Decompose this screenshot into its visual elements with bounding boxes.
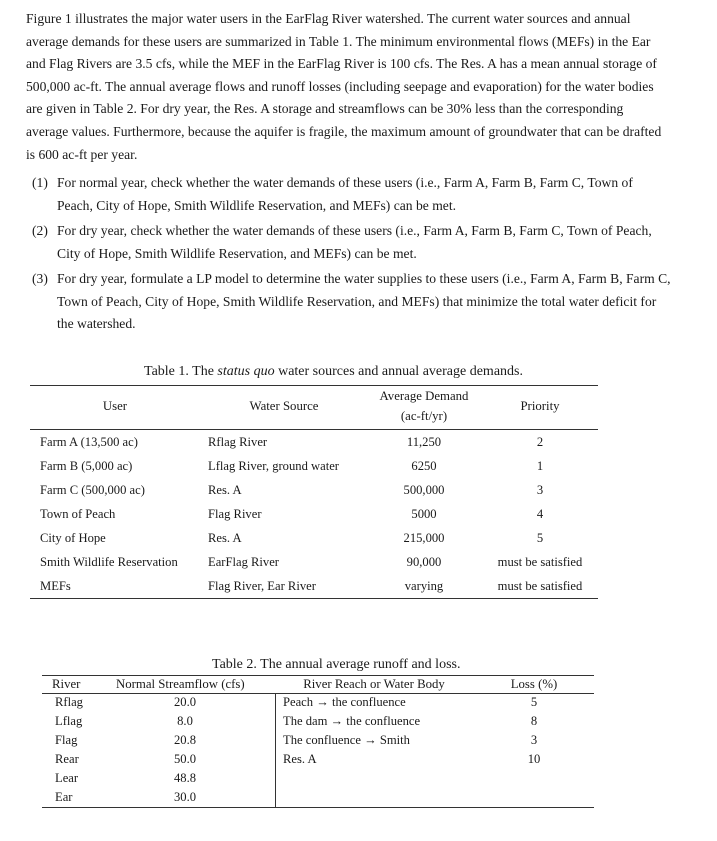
table1-cell-demand: 500,000 <box>403 483 445 497</box>
table1-bottom-rule <box>30 598 598 599</box>
table1-cell-user: Farm C (500,000 ac) <box>40 483 145 497</box>
table1-header-demand: Average Demand <box>379 389 469 403</box>
table1-header-user: User <box>102 399 128 413</box>
table2-cell-loss: 8 <box>530 714 538 728</box>
table1-cell-priority: 5 <box>536 531 544 545</box>
table2-cell-reach: Res. A <box>283 752 317 766</box>
question-number: (1) <box>32 175 48 190</box>
table1-header-priority: Priority <box>520 399 560 413</box>
table2-cell-flow: 20.8 <box>173 733 197 747</box>
table2-cell-river: Lear <box>55 771 79 785</box>
table1-cell-priority: 4 <box>536 507 544 521</box>
table2-cell-river: Lflag <box>55 714 83 728</box>
question-text: For dry year, check whether the water demands of these users (i.e., Farm A, Farm B, Farm C, Town of Peach, City of Hope, Smith Wildlife Reservation, and MEFs) can be met. <box>57 223 652 261</box>
table1-cell-source: Lflag River, ground water <box>208 459 339 473</box>
table2-cell-flow: 8.0 <box>177 714 193 728</box>
table1-cell-demand: varying <box>404 579 444 593</box>
table1-cell-user: Farm A (13,500 ac) <box>40 435 138 449</box>
table2-cell-loss: 5 <box>530 695 538 709</box>
table1-cell-demand: 5000 <box>411 507 437 521</box>
table2-header-reach: River Reach or Water Body <box>303 677 445 691</box>
table2-header-flow: Normal Streamflow (cfs) <box>116 677 245 691</box>
table2-cell-loss: 3 <box>530 733 538 747</box>
table2-cell-river: Rflag <box>55 695 83 709</box>
table2-cell-flow: 30.0 <box>173 790 197 804</box>
question-3 <box>32 268 672 336</box>
table1-cell-priority: 3 <box>536 483 544 497</box>
table2-top-rule <box>42 675 594 676</box>
question-2 <box>32 220 672 265</box>
table1-header-demand-unit: (ac-ft/yr) <box>400 409 448 423</box>
table1-cell-demand: 215,000 <box>403 531 445 545</box>
table2-cell-river: Flag <box>55 733 78 747</box>
table1-cell-user: Town of Peach <box>40 507 116 521</box>
question-number: (2) <box>32 223 48 238</box>
table2-cell-flow: 20.0 <box>173 695 197 709</box>
table1-cell-source: Flag River <box>208 507 262 521</box>
table2-cell-river: Rear <box>55 752 79 766</box>
table2-cell-reach: The dam → the confluence <box>283 714 421 728</box>
table2-cell-reach: Peach → the confluence <box>283 695 406 709</box>
table1-header-source: Water Source <box>249 399 319 413</box>
table2-cell-river: Ear <box>55 790 73 804</box>
table2-bottom-rule <box>42 807 594 808</box>
table1-cell-priority: 2 <box>536 435 544 449</box>
table2-divider <box>275 693 276 807</box>
table1-cell-demand: 6250 <box>411 459 437 473</box>
table2-header-loss: Loss (%) <box>510 677 558 691</box>
table1-cell-user: City of Hope <box>40 531 106 545</box>
table2-cell-reach: The confluence → Smith <box>283 733 410 747</box>
table1-cell-source: Res. A <box>208 531 242 545</box>
table1-cell-priority: 1 <box>536 459 544 473</box>
table1-cell-user: Farm B (5,000 ac) <box>40 459 133 473</box>
table1-cell-demand: 11,250 <box>406 435 442 449</box>
table1-cell-source: Rflag River <box>208 435 268 449</box>
table1-cell-user: MEFs <box>40 579 71 593</box>
table1-cell-source: Flag River, Ear River <box>208 579 316 593</box>
table1-cell-demand: 90,000 <box>406 555 442 569</box>
question-number: (3) <box>32 271 48 286</box>
table2-cell-flow: 50.0 <box>173 752 197 766</box>
table2-cell-loss: 10 <box>527 752 541 766</box>
table1-cell-priority: must be satisfied <box>497 555 583 569</box>
table2-header-rule <box>42 693 594 694</box>
question-text: For dry year, formulate a LP model to determine the water supplies to these users (i.e., Farm A, Farm B, Farm C, Town of Peach, City of Hope, Smith Wildlife Reservation, and MEFs) that minimize the total water deficit for the watershed. <box>57 271 671 332</box>
table1-caption: Table 1. The status quo water sources and annual average demands. <box>144 364 523 379</box>
table1-cell-priority: must be satisfied <box>497 579 583 593</box>
intro-paragraph: Figure 1 illustrates the major water users in the EarFlag River watershed. The current water sources and annual average demands for these users are summarized in Table 1. The minimum environmental flows (MEFs) in the Ear and Flag Rivers are 3.5 cfs, while the MEF in the EarFlag River is 100 cfs. The Res. A has a mean annual storage of 500,000 ac-ft. The annual average flows and runoff losses (including seepage and evaporation) for the water bodies are given in Table 2. For dry year, the Res. A storage and streamflows can be 30% less than the corresponding average values. Furthermore, because the aquifer is fragile, the maximum amount of groundwater that can be drafted is 600 ac-ft per year. <box>26 11 662 162</box>
table2-header-river: River <box>52 677 81 691</box>
table1-cell-user: Smith Wildlife Reservation <box>40 555 178 569</box>
table2-caption: Table 2. The annual average runoff and loss. <box>212 657 461 672</box>
table2-cell-flow: 48.8 <box>173 771 197 785</box>
table1-top-rule <box>30 385 598 386</box>
table1-header-rule <box>30 429 598 430</box>
table1-cell-source: Res. A <box>208 483 242 497</box>
question-text: For normal year, check whether the water demands of these users (i.e., Farm A, Farm B, Farm C, Town of Peach, City of Hope, Smith Wildlife Reservation, and MEFs) can be met. <box>57 175 633 213</box>
table1-cell-source: EarFlag River <box>208 555 279 569</box>
question-1 <box>32 172 672 217</box>
